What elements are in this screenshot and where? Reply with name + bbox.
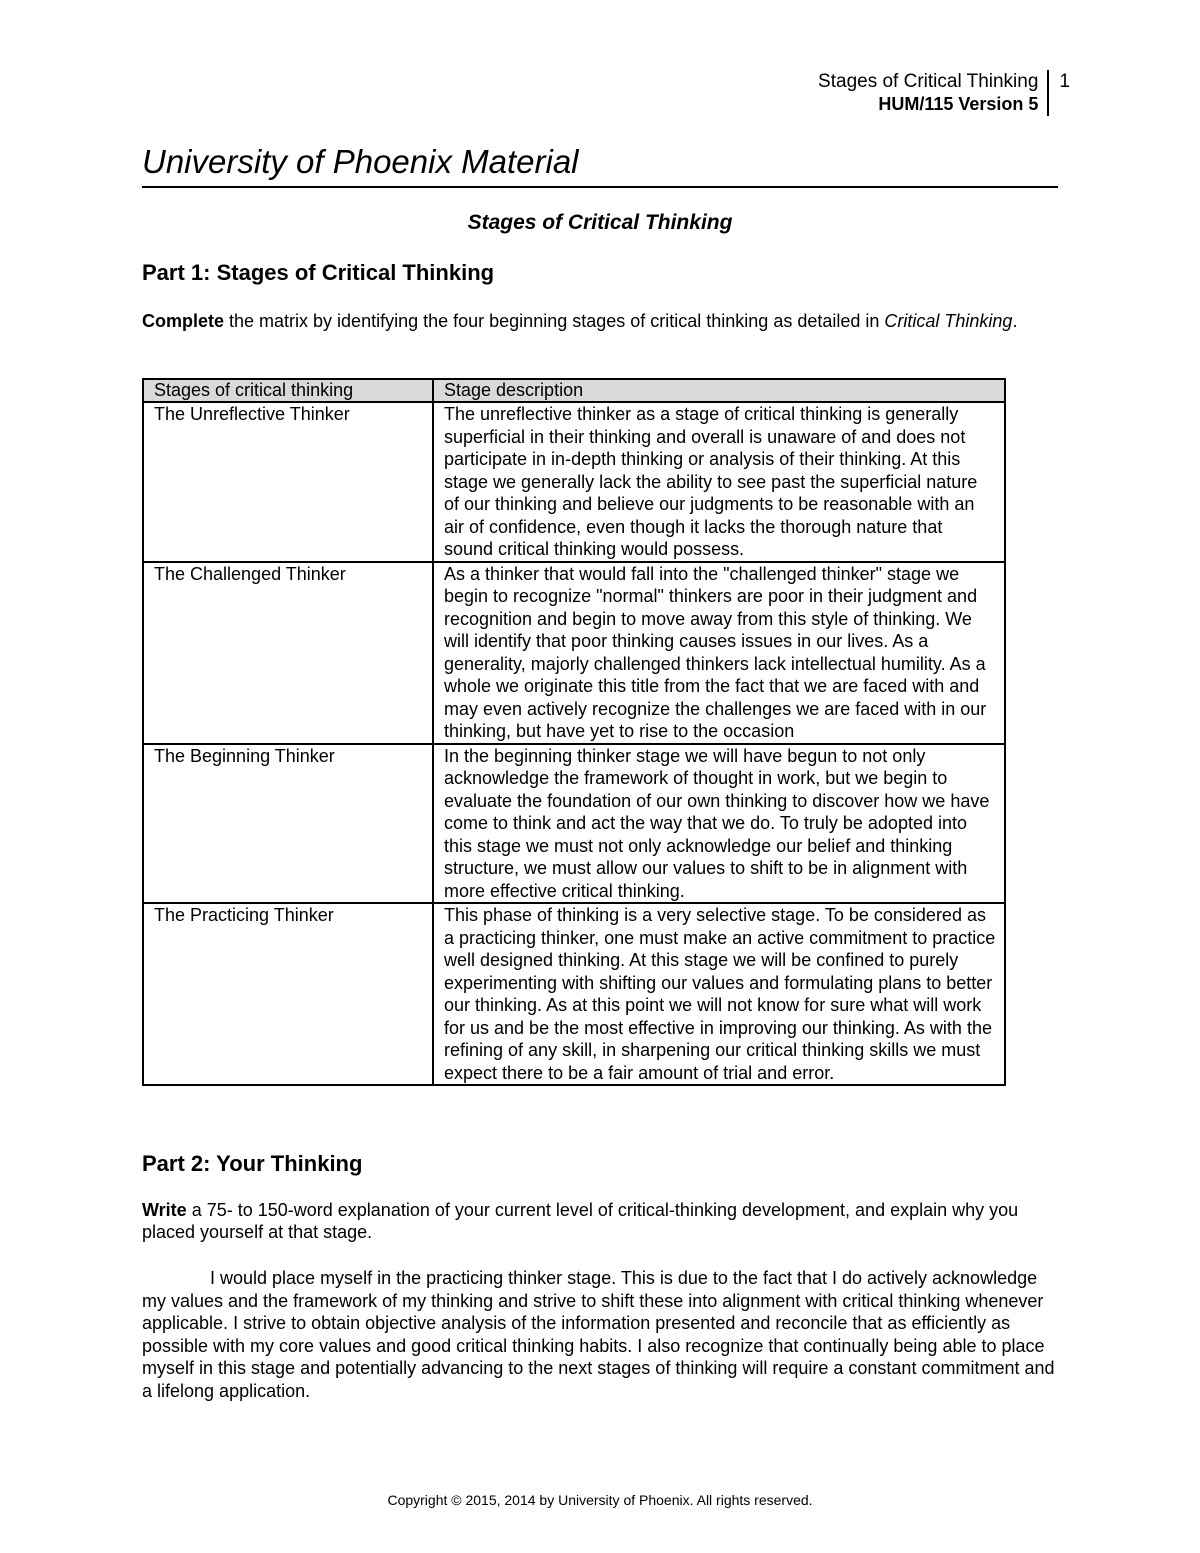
table-row [143, 402, 1005, 562]
response-paragraph: I would place myself in the practicing thinker stage. This is due to the fact that I do actively acknowledge my values and the framework of my thinking and strive to shift these into alignment with critical thinking whenever applicable. I strive to obtain objective analysis of the information presented and reconcile that as efficiently as possible with my core values and good critical thinking habits. I also recognize that continually being able to place myself in this stage and potentially advancing to the next stages of thinking will require a constant commitment and a lifelong application. [142, 1268, 1055, 1401]
header-version: HUM/115 Version 5 [878, 94, 1039, 114]
stage-description: The unreflective thinker as a stage of critical thinking is generally superficial in their thinking and overall is unaware of and does not participate in in-depth thinking or analysis of their thinking. At this stage we generally lack the ability to see past the superficial nature of our thinking and believe our judgments to be reasonable with an air of confidence, even though it lacks the thorough nature that sound critical thinking would possess. [433, 402, 1005, 562]
part1-instruction-end: . [1012, 311, 1018, 331]
stage-description: In the beginning thinker stage we will have begun to not only acknowledge the framework of thought in work, but we begin to evaluate the foundation of our own thinking to discover how we have come to think and act the way that we do. To truly be adopted into this stage we must not only acknowledge our belief and thinking structure, we must allow our values to shift to be in alignment with more effective critical thinking. [433, 744, 1005, 904]
matrix-header-row [143, 379, 1005, 402]
stage-description: As a thinker that would fall into the "challenged thinker" stage we begin to recognize "normal" thinkers are poor in their judgment and recognition and begin to move away from this style of thinking. We will identify that poor thinking causes issues in our lives. As a generality, majorly challenged thinkers lack intellectual humility. As a whole we originate this title from the fact that we are faced with and may even actively recognize the challenges we are faced with in our thinking, but have yet to rise to the occasion [433, 562, 1005, 744]
table-row [143, 562, 1005, 744]
part2-instructions [142, 1199, 1067, 1243]
part1-instruction-text: the matrix by identifying the four beginning stages of critical thinking as detailed in [224, 311, 885, 331]
part1-instructions [142, 310, 1032, 332]
table-row [143, 744, 1005, 904]
table-row [143, 903, 1005, 1085]
stage-name: The Unreflective Thinker [143, 402, 433, 562]
page-header [818, 70, 1070, 116]
stages-matrix [142, 378, 1006, 1086]
page-number: 1 [1059, 71, 1070, 92]
stage-description: This phase of thinking is a very selective stage. To be considered as a practicing thinker, one must make an active commitment to practice well designed thinking. At this stage we will be confined to purely experimenting with shifting our values and formulating plans to better our thinking. As at this point we will not know for sure what will work for us and be the most effective in improving our thinking. As with the refining of any skill, in sharpening our critical thinking skills we must expect there to be a fair amount of trial and error. [433, 903, 1005, 1085]
stage-name: The Challenged Thinker [143, 562, 433, 744]
stage-name: The Beginning Thinker [143, 744, 433, 904]
part1-instruction-verb: Complete [142, 311, 225, 331]
part2-instruction-text: a 75- to 150-word explanation of your current level of critical-thinking development, and explain why you placed yourself at that stage. [142, 1200, 1019, 1242]
matrix-header-stage: Stages of critical thinking [143, 379, 433, 402]
part1-heading: Part 1: Stages of Critical Thinking [142, 260, 495, 285]
part1-instruction-source: Critical Thinking [884, 311, 1013, 331]
part2-heading: Part 2: Your Thinking [142, 1151, 363, 1176]
header-title: Stages of Critical Thinking [818, 71, 1039, 92]
main-title: University of Phoenix Material [142, 140, 1058, 188]
copyright-footer: Copyright © 2015, 2014 by University of Phoenix. All rights reserved. [387, 1492, 813, 1508]
stage-name: The Practicing Thinker [143, 903, 433, 1085]
document-subtitle: Stages of Critical Thinking [467, 211, 733, 234]
part2-instruction-verb: Write [142, 1200, 187, 1220]
running-header [818, 70, 1049, 116]
matrix-header-description: Stage description [433, 379, 1005, 402]
